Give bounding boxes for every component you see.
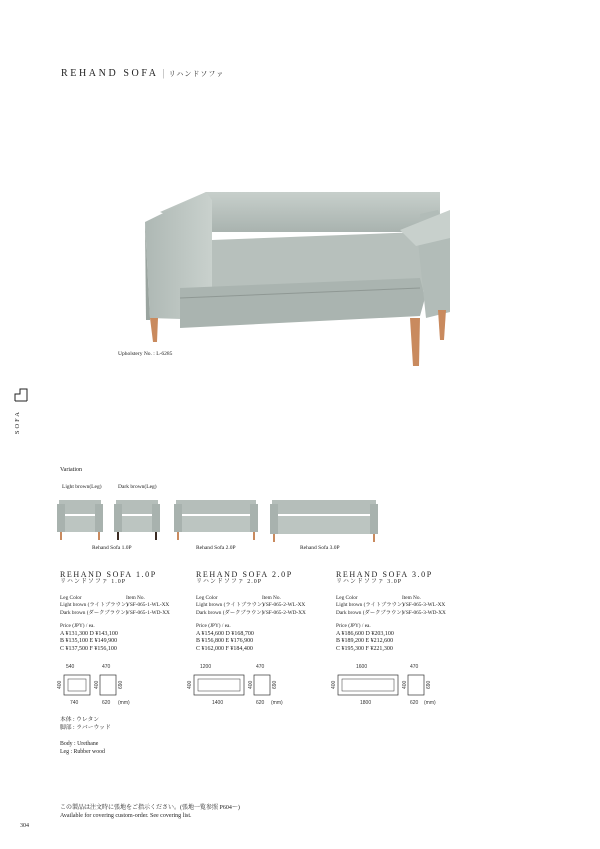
dim-front-height: 400	[57, 680, 63, 689]
title-jp: リハンドソファ	[168, 70, 225, 78]
dim-total-width: 1400	[212, 700, 224, 706]
dim-side-height: 690	[118, 680, 124, 689]
upholstery-label: Upholstery No. : L-6285	[118, 351, 173, 357]
leg-color-label: Leg Color	[336, 594, 358, 601]
price-line: B ¥189,200 E ¥212,600	[336, 638, 394, 645]
page-number: 304	[20, 823, 29, 829]
leg-light-label: Light brown(Leg)	[62, 484, 102, 490]
dim-top-depth: 470	[102, 664, 111, 670]
leg-color-value: Light brown (ライトブラウン)	[336, 602, 404, 609]
leg-color-value: Dark brown (ダークブラウン)	[196, 609, 264, 616]
caption-1p: Rehand Sofa 1.0P	[92, 545, 132, 551]
dims-1p	[56, 663, 132, 707]
caption-3p: Rehand Sofa 3.0P	[300, 545, 340, 551]
dim-seat-height: 400	[248, 680, 254, 689]
price-line: C ¥195,300 F ¥221,300	[336, 645, 393, 652]
price-label: Price (JPY) / ea.	[196, 623, 231, 630]
dim-top-depth: 470	[410, 664, 419, 670]
thumb-2p	[172, 496, 260, 542]
title-separator: |	[162, 68, 165, 79]
thumb-1p-light	[55, 496, 107, 542]
page-title	[61, 68, 224, 79]
price-line: B ¥135,100 E ¥149,900	[60, 638, 118, 645]
sofa-category-icon	[14, 388, 28, 402]
dim-unit: (mm)	[424, 700, 436, 706]
item-no-value: VSF-065-2-WD-XX	[262, 609, 306, 616]
materials	[60, 716, 111, 756]
order-note-en: Available for covering custom-order. See covering list.	[60, 813, 192, 819]
dim-front-height: 400	[331, 680, 337, 689]
item-no-label: Item No.	[262, 594, 281, 601]
item-no-value: VSF-065-3-WD-XX	[402, 609, 446, 616]
category-side-label: SOFA	[14, 410, 21, 435]
item-no-value: VSF-065-1-WL-XX	[126, 602, 170, 609]
price-line: A ¥131,300 D ¥143,100	[60, 630, 118, 637]
dim-top-width: 1200	[200, 664, 212, 670]
leg-color-value: Light brown (ライトブラウン)	[196, 602, 264, 609]
leg-color-value: Dark brown (ダークブラウン)	[60, 609, 128, 616]
product-name-jp: リハンドソファ 2.0P	[196, 579, 263, 585]
dim-total-width: 740	[70, 700, 79, 706]
product-name: REHAND SOFA 3.0P	[336, 570, 433, 579]
material-body-jp: 本体 : ウレタン	[60, 717, 100, 723]
dim-side-height: 690	[272, 680, 278, 689]
dim-side-depth: 620	[102, 700, 111, 706]
dim-side-height: 690	[426, 680, 432, 689]
price-line: C ¥162,000 F ¥184,400	[196, 645, 253, 652]
thumb-3p	[268, 496, 380, 544]
dim-top-depth: 470	[256, 664, 265, 670]
dim-unit: (mm)	[271, 700, 283, 706]
title-en: REHAND SOFA	[61, 68, 159, 79]
material-body-en: Body : Urethane	[60, 741, 99, 747]
dim-total-width: 1800	[360, 700, 372, 706]
price-line: C ¥137,500 F ¥156,100	[60, 645, 117, 652]
leg-color-label: Leg Color	[196, 594, 218, 601]
product-3p	[336, 570, 471, 653]
dim-unit: (mm)	[118, 700, 130, 706]
order-note	[60, 804, 240, 820]
leg-color-value: Dark brown (ダークブラウン)	[336, 609, 404, 616]
dim-side-depth: 620	[256, 700, 265, 706]
dim-front-height: 400	[187, 680, 193, 689]
hero-sofa-image	[120, 170, 480, 375]
item-no-label: Item No.	[126, 594, 145, 601]
product-2p	[196, 570, 331, 653]
dim-top-width: 1600	[356, 664, 368, 670]
dim-top-width: 540	[66, 664, 75, 670]
material-leg-en: Leg : Rubber wood	[60, 749, 105, 755]
caption-2p: Rehand Sofa 2.0P	[196, 545, 236, 551]
dims-2p	[186, 663, 286, 707]
dim-seat-height: 400	[402, 680, 408, 689]
item-no-label: Item No.	[402, 594, 421, 601]
product-1p	[60, 570, 195, 653]
price-line: B ¥156,800 E ¥176,900	[196, 638, 254, 645]
product-name: REHAND SOFA 2.0P	[196, 570, 293, 579]
leg-dark-label: Dark brown(Leg)	[118, 484, 157, 490]
product-name-jp: リハンドソファ 3.0P	[336, 579, 403, 585]
leg-color-label: Leg Color	[60, 594, 82, 601]
product-name: REHAND SOFA 1.0P	[60, 570, 157, 579]
dim-seat-height: 400	[94, 680, 100, 689]
variation-label: Variation	[60, 467, 82, 473]
price-label: Price (JPY) / ea.	[60, 623, 95, 630]
item-no-value: VSF-065-3-WL-XX	[402, 602, 446, 609]
dims-3p	[330, 663, 440, 707]
item-no-value: VSF-065-2-WL-XX	[262, 602, 306, 609]
price-line: A ¥186,600 D ¥203,100	[336, 630, 394, 637]
order-note-jp: この製品は注文時に張地をご指示ください。(張地一覧参照 P604〜)	[60, 805, 240, 811]
thumb-1p-dark	[112, 496, 164, 542]
leg-color-value: Light brown (ライトブラウン)	[60, 602, 128, 609]
material-leg-jp: 脚部 : ラバーウッド	[60, 725, 111, 731]
price-line: A ¥154,600 D ¥168,700	[196, 630, 254, 637]
price-label: Price (JPY) / ea.	[336, 623, 371, 630]
item-no-value: VSF-065-1-WD-XX	[126, 609, 170, 616]
dim-side-depth: 620	[410, 700, 419, 706]
product-name-jp: リハンドソファ 1.0P	[60, 579, 127, 585]
